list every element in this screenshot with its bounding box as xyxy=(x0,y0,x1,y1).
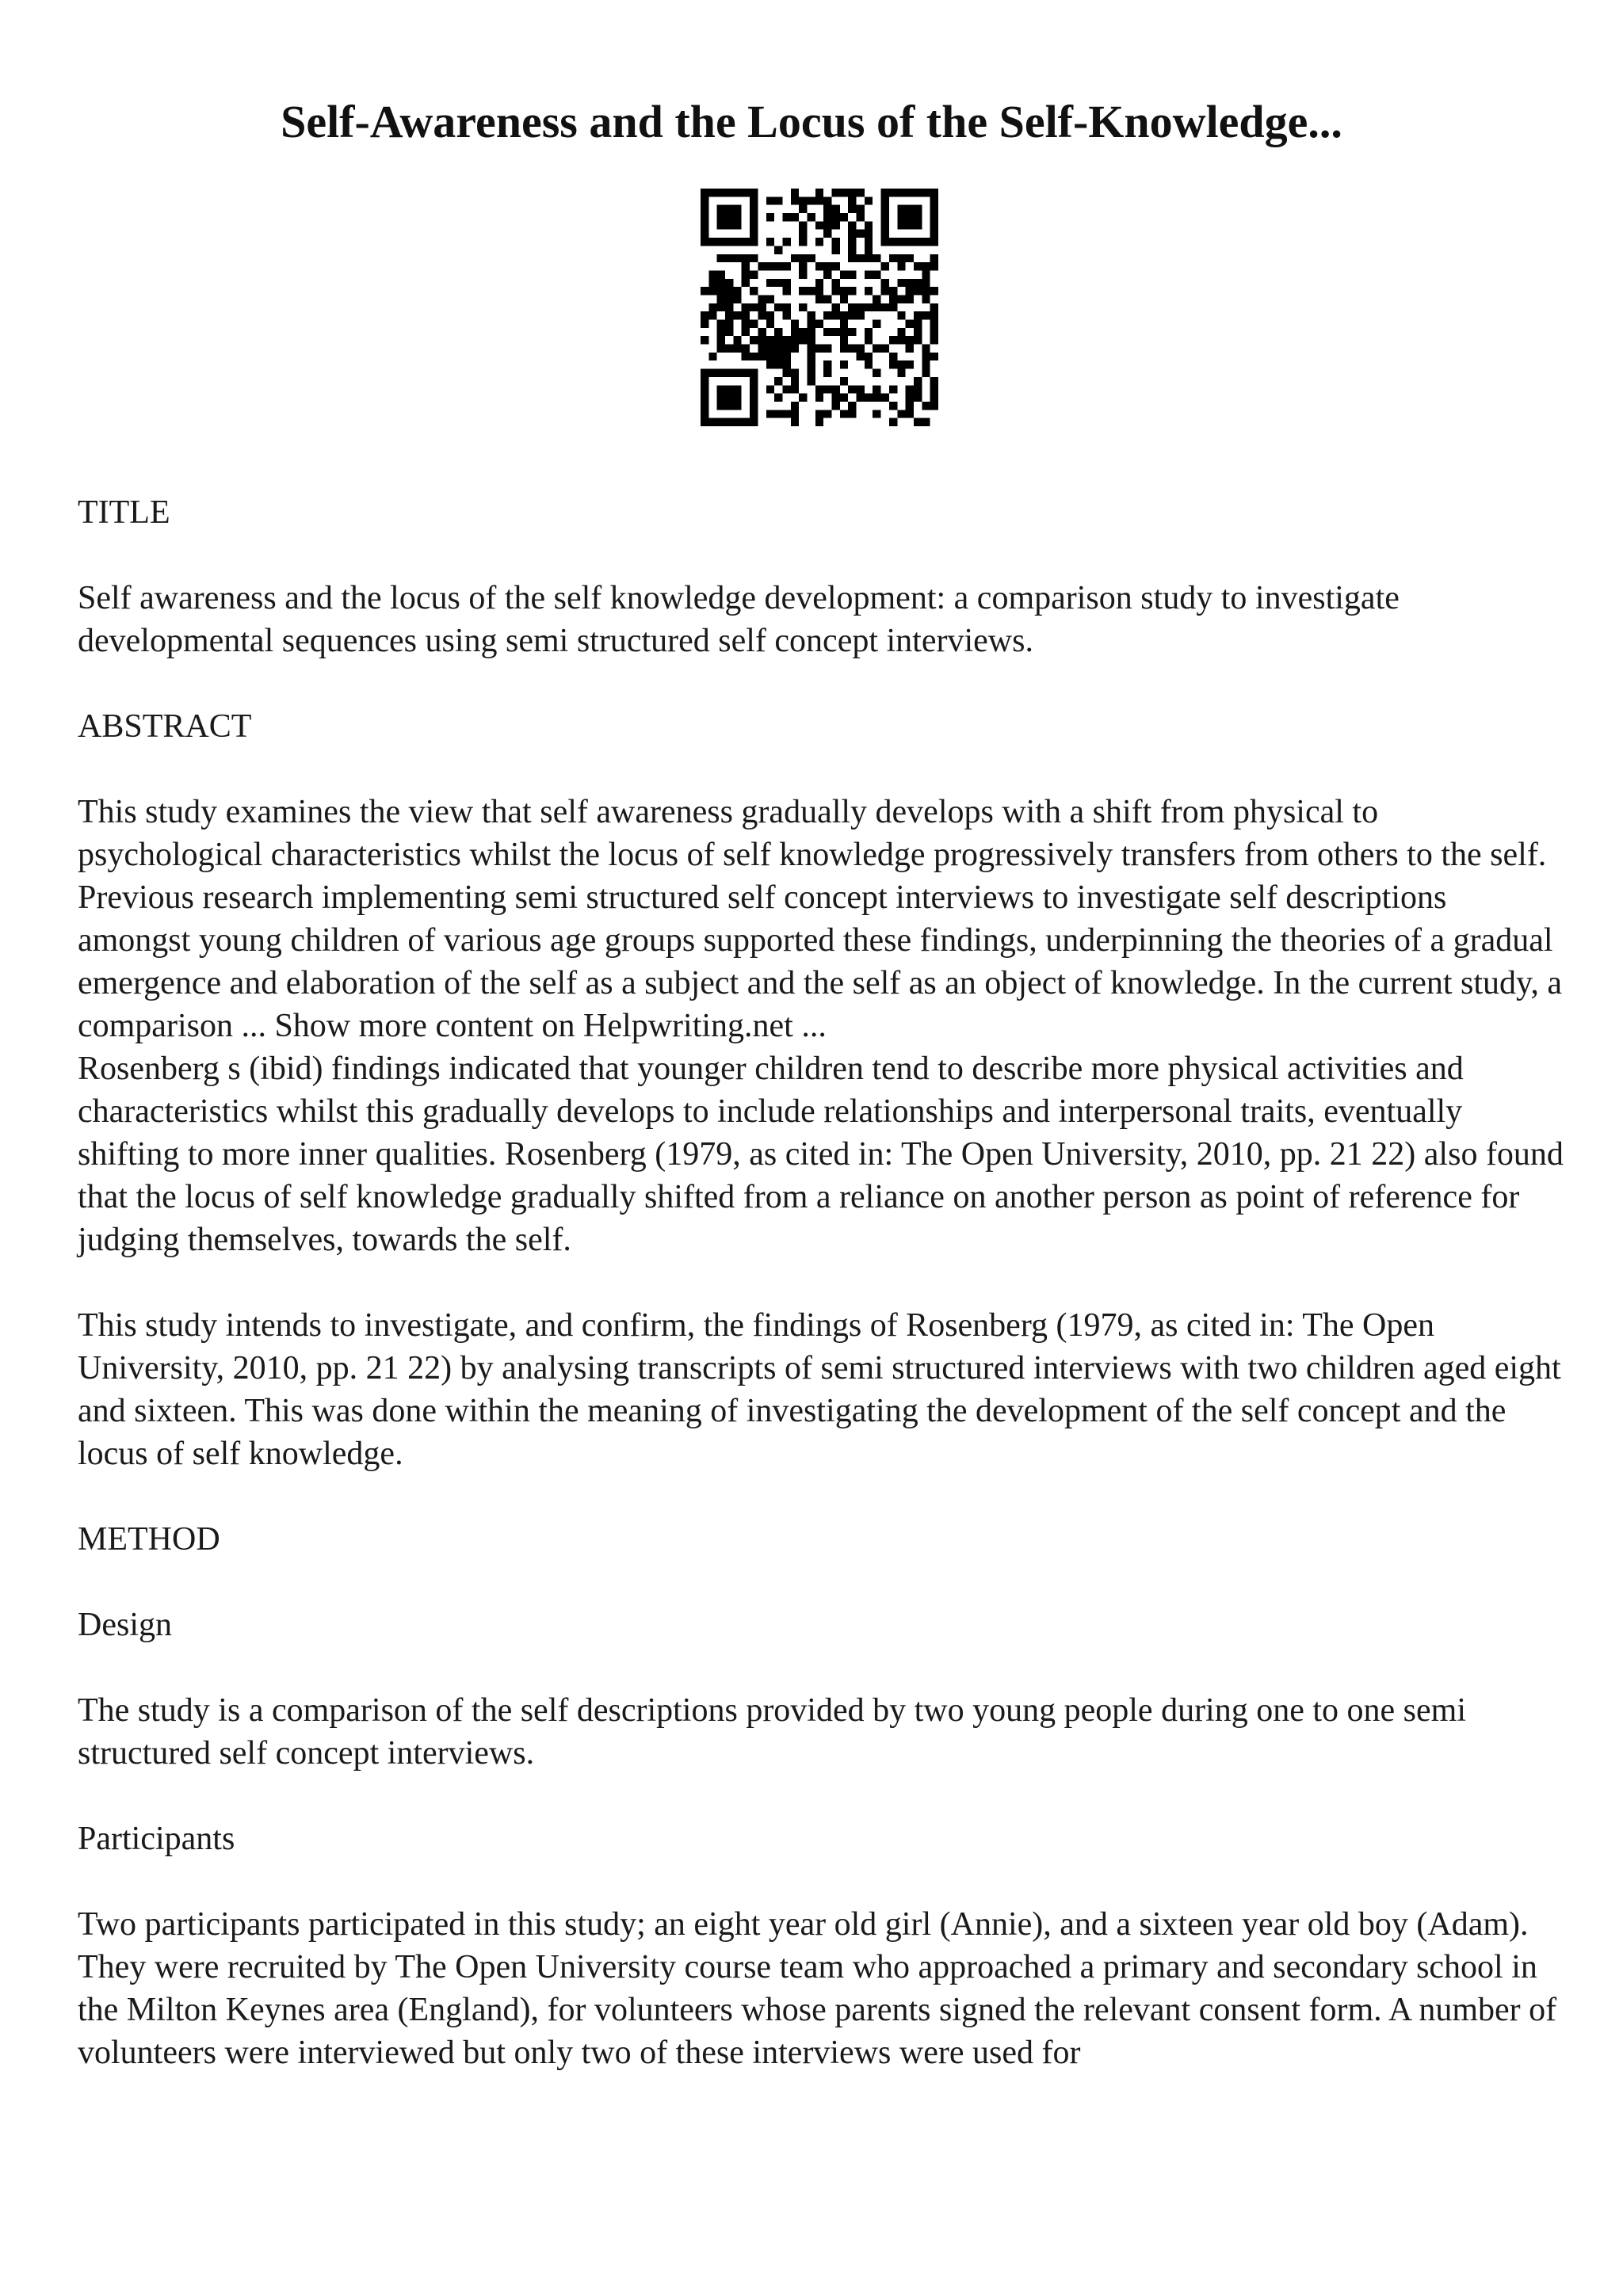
subheading-design: Design xyxy=(78,1607,172,1643)
document-title: Self-Awareness and the Locus of the Self-Knowledge... xyxy=(281,96,1342,147)
paper-title-text: Self awareness and the locus of the self knowledge development: a comparison study to investigate developmental sequences using semi structured self concept interviews. xyxy=(78,580,1400,659)
body-paragraph-rosenberg: Rosenberg s (ibid) findings indicated that younger children tend to describe more physical activities and characteristics whilst this gradually develops to include relationships and interpersonal traits, eventually shifting to more inner qualities. Rosenberg (1979, as cited in: The Open University, 2010, pp. 21 22) also found that the locus of self knowledge gradually shifted from a reliance on another person as point of reference for judging themselves, towards the self. xyxy=(78,1051,1564,1258)
design-paragraph: The study is a comparison of the self descriptions provided by two young people during one to one semi structured self concept interviews. xyxy=(78,1692,1467,1772)
section-heading-title: TITLE xyxy=(78,494,170,531)
abstract-paragraph: This study examines the view that self awareness gradually develops with a shift from physical to psychological characteristics whilst the locus of self knowledge progressively transfers from others to the self. Previous research implementing semi structured self concept interviews to investigate self descriptions amongst young children of various age groups supported these findings, underpinning the theories of a gradual emergence and elaboration of the self as a subject and the self as an object of knowledge. In the current study, a comparison ... Show more content on Helpwriting.net ... xyxy=(78,794,1562,1044)
subheading-participants: Participants xyxy=(78,1821,235,1857)
section-heading-method: METHOD xyxy=(78,1521,220,1558)
section-heading-abstract: ABSTRACT xyxy=(78,708,252,745)
qr-code xyxy=(701,189,938,426)
participants-paragraph: Two participants participated in this study; an eight year old girl (Annie), and a sixteen year old boy (Adam). They were recruited by The Open University course team who approached a primary and secondary school in the Milton Keynes area (England), for volunteers whose parents signed the relevant consent form. A number of volunteers were interviewed but only two of these interviews were used for xyxy=(78,1906,1557,2071)
body-paragraph-study-intent: This study intends to investigate, and confirm, the findings of Rosenberg (1979, as cited in: The Open University, 2010, pp. 21 22) by analysing transcripts of semi structured interviews with two children aged eight and sixteen. This was done within the meaning of investigating the development of the self concept and the locus of self knowledge. xyxy=(78,1307,1561,1472)
document-body xyxy=(78,491,1568,2117)
